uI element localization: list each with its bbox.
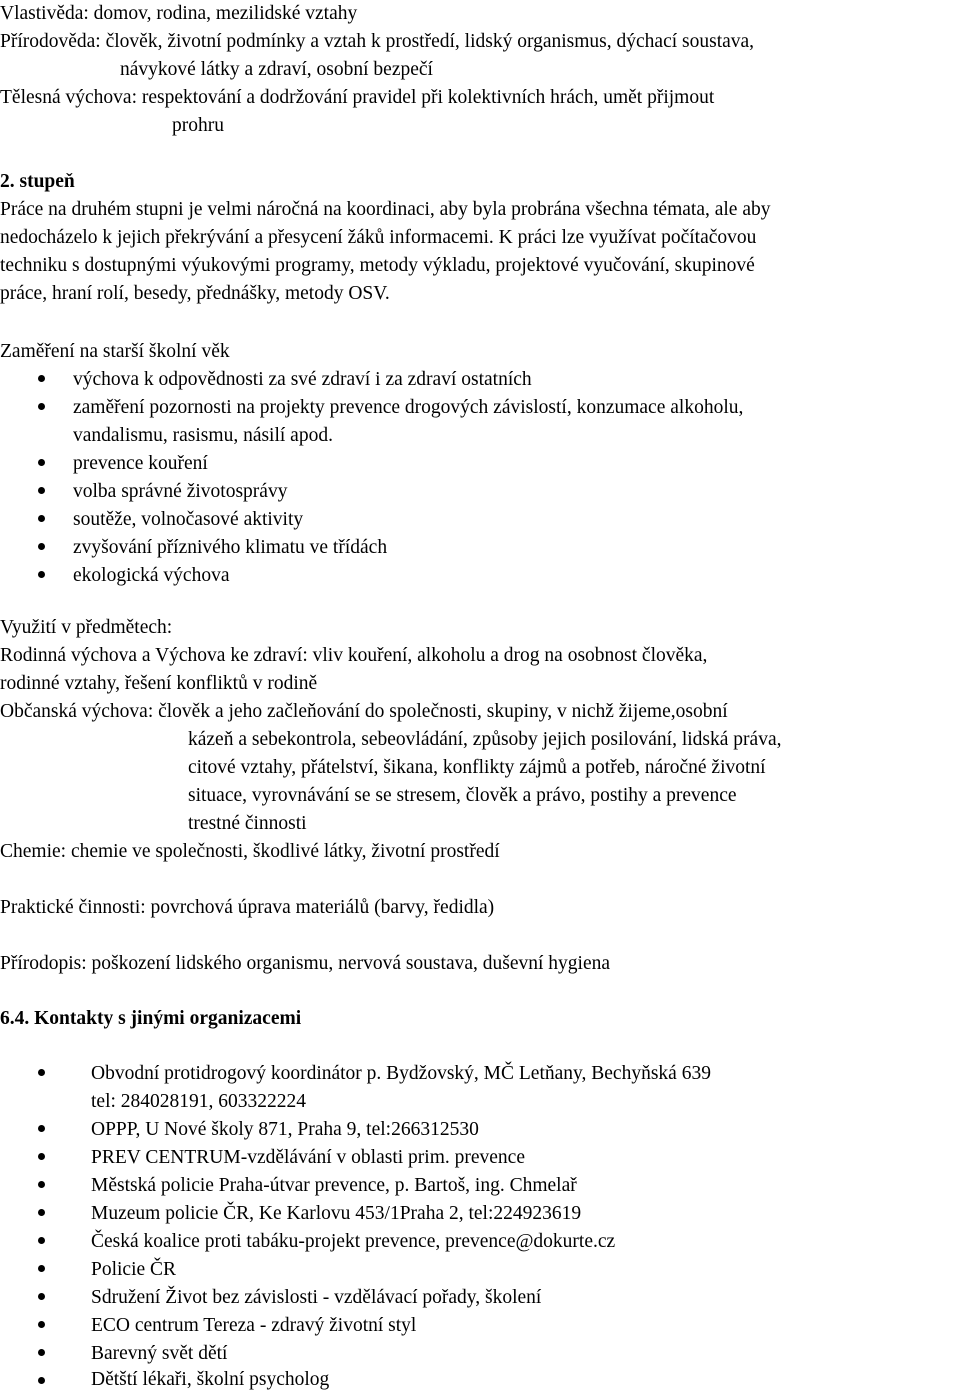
bullet-icon (38, 1125, 45, 1132)
stupen2-paragraph-line: Práce na druhém stupni je velmi náročná na koordinaci, aby byla probrána všechna témata, ale aby (0, 199, 771, 220)
prakticke-line: Praktické činnosti: povrchová úprava materiálů (barvy, ředidla) (0, 897, 495, 918)
list-item: Policie ČR (91, 1259, 177, 1280)
bullet-icon (38, 515, 45, 522)
list-item: zaměření pozornosti na projekty prevence drogových závislostí, konzumace alkoholu, (73, 397, 744, 418)
stupen2-paragraph-line: techniku s dostupnými výukovými programy, metody výkladu, projektové vyučování, skupinové (0, 255, 755, 276)
zamereni-heading: Zaměření na starší školní věk (0, 341, 230, 362)
obcanska-line-3: citové vztahy, přátelství, šikana, konflikty zájmů a potřeb, náročné životní (188, 757, 766, 778)
prirodoveda-line-1: Přírodověda: člověk, životní podmínky a vztah k prostředí, lidský organismus, dýchací soustava, (0, 31, 755, 52)
bullet-icon (38, 1293, 45, 1300)
bullet-icon (38, 543, 45, 550)
list-item: soutěže, volnočasové aktivity (73, 509, 304, 530)
prirodoveda-line-2: návykové látky a zdraví, osobní bezpečí (120, 59, 433, 80)
list-item-continuation: vandalismu, rasismu, násilí apod. (73, 425, 333, 446)
list-item: Obvodní protidrogový koordinátor p. Bydžovský, MČ Letňany, Bechyňská 639 (91, 1063, 711, 1084)
bullet-icon (38, 1153, 45, 1160)
list-item: výchova k odpovědnosti za své zdraví i za zdraví ostatních (73, 369, 532, 390)
bullet-icon (38, 1377, 45, 1384)
telesna-line-2: prohru (172, 115, 224, 136)
vyuziti-heading: Využití v předmětech: (0, 617, 173, 638)
stupen2-paragraph-line: nedocházelo k jejich překrývání a přesycení žáků informacemi. K práci lze využívat počítačovou (0, 227, 757, 248)
bullet-icon (38, 571, 45, 578)
bullet-icon (38, 1349, 45, 1356)
list-item: PREV CENTRUM-vzdělávání v oblasti prim. prevence (91, 1147, 525, 1168)
rodinna-line-2: rodinné vztahy, řešení konfliktů v rodině (0, 673, 318, 694)
obcanska-line-5: trestné činnosti (188, 813, 307, 834)
bullet-icon (38, 1209, 45, 1216)
bullet-icon (38, 487, 45, 494)
stupen2-paragraph-line: práce, hraní rolí, besedy, přednášky, metody OSV. (0, 283, 390, 304)
chemie-line: Chemie: chemie ve společnosti, škodlivé látky, životní prostředí (0, 841, 500, 862)
list-item: Sdružení Život bez závislosti - vzdělávací pořady, školení (91, 1287, 542, 1308)
bullet-icon (38, 375, 45, 382)
rodinna-line-1: Rodinná výchova a Výchova ke zdraví: vliv kouření, alkoholu a drog na osobnost člověka, (0, 645, 708, 666)
bullet-icon (38, 1321, 45, 1328)
bullet-icon (38, 459, 45, 466)
obcanska-line-4: situace, vyrovnávání se se stresem, člověk a právo, postihy a prevence (188, 785, 737, 806)
list-item: Dětští lékaři, školní psycholog (91, 1369, 330, 1390)
list-item: volba správné životosprávy (73, 481, 288, 502)
list-item: ECO centrum Tereza - zdravý životní styl (91, 1315, 417, 1336)
vlastiveda-line: Vlastivěda: domov, rodina, mezilidské vztahy (0, 3, 358, 24)
obcanska-line-1: Občanská výchova: člověk a jeho začleňování do společnosti, skupiny, v nichž žijeme,osobní (0, 701, 728, 722)
bullet-icon (38, 403, 45, 410)
list-item: OPPP, U Nové školy 871, Praha 9, tel:266312530 (91, 1119, 479, 1140)
bullet-icon (38, 1069, 45, 1076)
list-item: prevence kouření (73, 453, 208, 474)
stupen2-heading: 2. stupeň (0, 171, 75, 192)
list-item: Muzeum policie ČR, Ke Karlovu 453/1Praha 2, tel:224923619 (91, 1203, 582, 1224)
obcanska-line-2: kázeň a sebekontrola, sebeovládání, způsoby jejich posilování, lidská práva, (188, 729, 782, 750)
bullet-icon (38, 1181, 45, 1188)
list-item: zvyšování příznivého klimatu ve třídách (73, 537, 388, 558)
list-item-continuation: tel: 284028191, 603322224 (91, 1091, 307, 1112)
list-item: Barevný svět dětí (91, 1343, 228, 1364)
list-item: Městská policie Praha-útvar prevence, p. Bartoš, ing. Chmelař (91, 1175, 577, 1196)
list-item: ekologická výchova (73, 565, 230, 586)
bullet-icon (38, 1237, 45, 1244)
list-item: Česká koalice proti tabáku-projekt prevence, prevence@dokurte.cz (91, 1231, 616, 1252)
bullet-icon (38, 1265, 45, 1272)
kontakty-heading: 6.4. Kontakty s jinými organizacemi (0, 1008, 302, 1029)
prirodopis-line: Přírodopis: poškození lidského organismu, nervová soustava, duševní hygiena (0, 953, 611, 974)
telesna-line-1: Tělesná výchova: respektování a dodržování pravidel při kolektivních hrách, umět přijmout (0, 87, 715, 108)
